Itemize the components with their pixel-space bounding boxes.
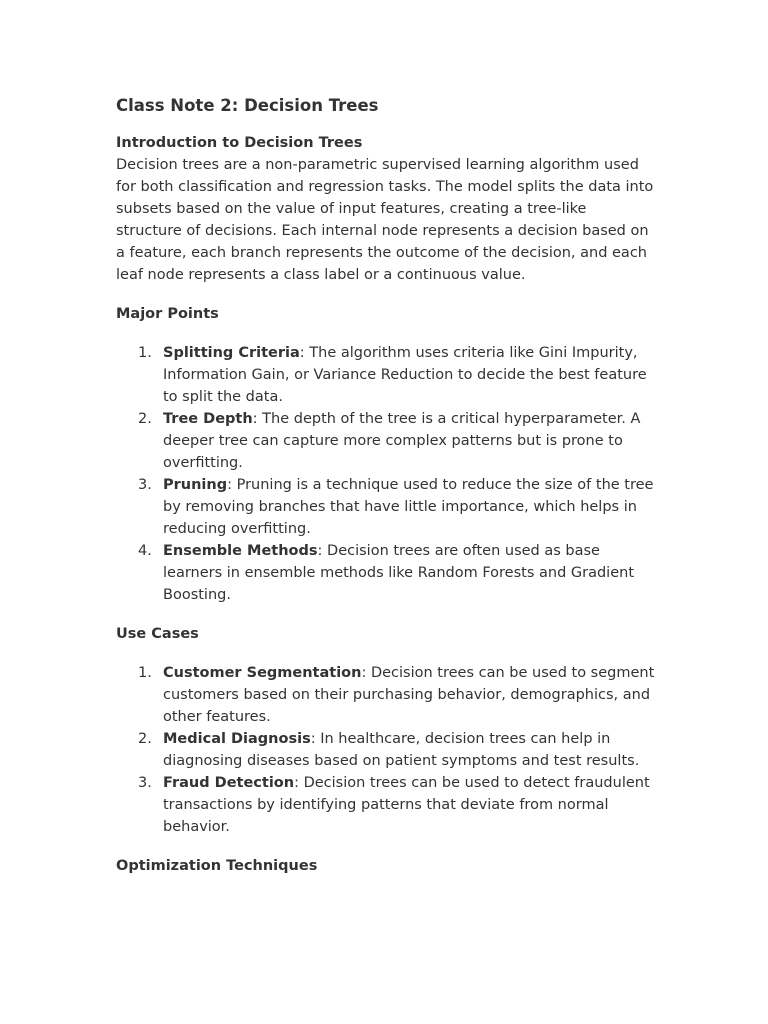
- list-item-number: 2.: [138, 731, 152, 747]
- list-item: [116, 474, 656, 540]
- list-item: [116, 408, 656, 474]
- document-page: [116, 94, 656, 877]
- list-item-number: 2.: [138, 411, 152, 427]
- list-item-term: Ensemble Methods: [163, 543, 318, 559]
- use-cases-heading: Use Cases: [116, 626, 199, 642]
- list-item-number: 3.: [138, 477, 152, 493]
- list-item-text: : Decision trees can be used to segment customers based on their purchasing behavior, demographics, and other features.: [163, 665, 655, 725]
- list-item: [116, 342, 656, 408]
- list-item-number: 1.: [138, 665, 152, 681]
- list-item-number: 3.: [138, 775, 152, 791]
- list-item: [116, 728, 656, 772]
- list-item-text: : In healthcare, decision trees can help in diagnosing diseases based on patient symptoms and test results.: [163, 731, 640, 769]
- list-item-term: Fraud Detection: [163, 775, 295, 791]
- list-item-text: : Pruning is a technique used to reduce the size of the tree by removing branches that have little importance, which helps in reducing overfitting.: [163, 477, 654, 537]
- list-item-term: Customer Segmentation: [163, 665, 362, 681]
- intro-paragraph: Decision trees are a non-parametric supervised learning algorithm used for both classification and regression tasks. The model splits the data into subsets based on the value of input features, creating a tree-like structure of decisions. Each internal node represents a decision based on a feature, each branch represents the outcome of the decision, and each leaf node represents a class label or a continuous value.: [116, 157, 654, 283]
- major-points-list: [116, 342, 656, 606]
- list-item: [116, 662, 656, 728]
- list-item-text: : The algorithm uses criteria like Gini Impurity, Information Gain, or Variance Reduction to decide the best feature to split the data.: [163, 345, 647, 405]
- list-item-term: Pruning: [163, 477, 228, 493]
- list-item: [116, 540, 656, 606]
- list-item-text: : Decision trees can be used to detect fraudulent transactions by identifying patterns that deviate from normal behavior.: [163, 775, 650, 835]
- list-item-text: : The depth of the tree is a critical hyperparameter. A deeper tree can capture more complex patterns but is prone to overfitting.: [163, 411, 641, 471]
- list-item-term: Splitting Criteria: [163, 345, 300, 361]
- intro-heading: Introduction to Decision Trees: [116, 135, 363, 151]
- optimization-heading: Optimization Techniques: [116, 858, 318, 874]
- list-item-term: Tree Depth: [163, 411, 253, 427]
- list-item-number: 4.: [138, 543, 152, 559]
- major-points-heading: Major Points: [116, 306, 219, 322]
- document-title: Class Note 2: Decision Trees: [116, 96, 379, 115]
- list-item-term: Medical Diagnosis: [163, 731, 311, 747]
- list-item: [116, 772, 656, 838]
- list-item-number: 1.: [138, 345, 152, 361]
- list-item-text: : Decision trees are often used as base learners in ensemble methods like Random Forests and Gradient Boosting.: [163, 543, 635, 603]
- use-cases-list: [116, 662, 656, 838]
